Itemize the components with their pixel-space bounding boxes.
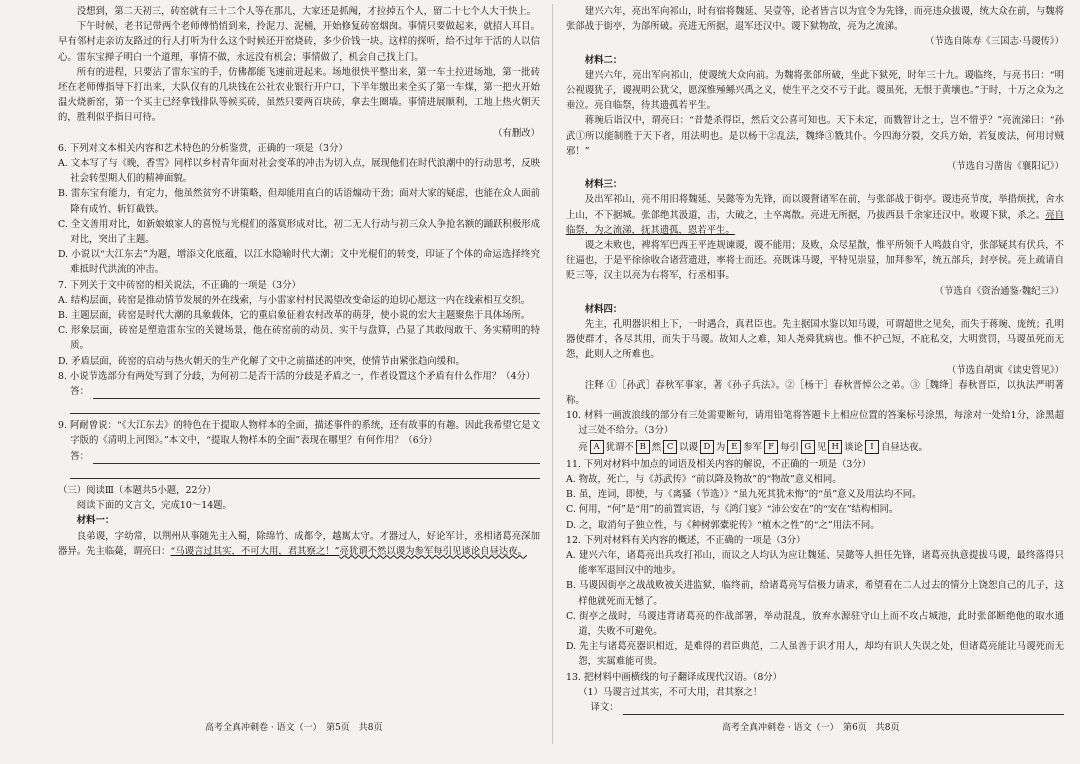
q10-box-i[interactable]: I bbox=[865, 440, 879, 454]
story-source: （有删改） bbox=[493, 127, 540, 139]
q10-box-a[interactable]: A bbox=[590, 440, 604, 454]
q12-option-a: A. 建兴六年，诸葛亮出兵攻打祁山，而议之人均认为应让魏延、吴懿等人担任先锋，诸葛亮执意提拔马谡，最终落得只能率军退回汉中的地步。 bbox=[566, 549, 1064, 577]
material-3-paragraph-2: 谡之未败也，裨将军巴西王平连规谏谡，谡不能用；及败，众尽星散，惟平所领千人鸣鼓自守，张郃疑其有伏兵，不往逼也，于是平徐徐收合诸营遗进，率将士而还。亮既诛马谡，平特见崇显，加拜参军，统五部兵，封亭侯。亮上疏请自贬三等，汉主以亮为右将军，行丞相事。 bbox=[566, 240, 1064, 282]
question-6: 6. 下列对文本相关内容和艺术特色的分析鉴赏，正确的一项是（3分） bbox=[58, 142, 348, 154]
question-11: 11. 下列对材料中加点的词语及相关内容的解说，不正确的一项是（3分） bbox=[566, 458, 872, 470]
section-3-heading: （三）阅读Ⅲ（本题共5小题，22分） bbox=[58, 484, 217, 496]
left-page bbox=[58, 4, 540, 559]
q13-item-1: （1）马谡言过其实，不可大用，君其察之！ bbox=[578, 686, 763, 698]
footer-left: 高考全真冲刺卷 · 语文（一） 第5页 共8页 bbox=[205, 723, 383, 733]
material-1-plain: 良弟谡，字幼常，以荆州从事随先主入蜀，除绵竹、成都令，越嶲太守。才器过人，好论军计，丞相诸葛亮深加器异。先主临薨，谓亮曰： bbox=[58, 530, 540, 557]
question-12: 12. 下列对材料有关内容的概述，不正确的一项是（3分） bbox=[566, 534, 806, 546]
material-4-text: 先主，孔明器识相上下，一时遇合，真君臣也。先主据国水鉴以知马谡，可谓超世之见矣，而失于蒋琬、庞统；孔明器使群才，各尽其用，而失于马谡。故知人之难，知人尧舜犹病也。惟不护己短，不庇私交，大明赏罚，马谡虽死而无怨，此则人之所难也。 bbox=[566, 319, 1064, 361]
q7-option-a: A. 结构层面，砖窑是推动情节发展的外在线索，与小雷家村村民渴望改变命运的迫切心愿这一内在线索相互交织。 bbox=[58, 294, 531, 306]
q10-seg: 自昼 bbox=[880, 441, 900, 453]
q7-option-c: C. 形象层面，砖窑是塑造雷东宝的关键场景，他在砖窑前的动员、实干与盘算，凸显了其敢闯敢干、务实精明的特质。 bbox=[58, 325, 540, 352]
q8-answer-area[interactable] bbox=[70, 384, 540, 399]
question-7: 7. 下列关于文中砖窑的相关说法，不正确的一项是（3分） bbox=[58, 279, 301, 291]
q10-box-d[interactable]: D bbox=[700, 440, 714, 454]
q9-answer-area[interactable] bbox=[70, 449, 540, 464]
q10-box-e[interactable]: E bbox=[727, 440, 741, 454]
material-1-underlined: “马谡言过其实，不可大用，君其察之！” bbox=[170, 545, 340, 557]
question-10: 10. 材料一画波浪线的部分有三处需要断句，请用铅笔将答题卡上相应位置的答案标号涂黑，每涂对一处给1分，涂黑超过三处不给分。（3分） bbox=[566, 410, 1064, 437]
q10-segment-line bbox=[566, 439, 1064, 457]
story-paragraph-3: 所有的进程，只要沾了雷东宝的手，仿佛都能飞速前进起来。场地很快平整出来，第一车土拉进场地，第一批砖坯在老师傅指导下打出来，大队仅有的几块钱在公社农业银行开户口，下半年缴出来全买了第一车煤，第一把火开始温火烧新窑，第一个买主已经拿钱排队等候买砖，虽然只要两百块砖，拿去生圈墙。事情进展顺利，工地上热火朝天的，胜利似乎指日可待。 bbox=[58, 66, 540, 124]
material-2-paragraph-2: 蒋琬后诣汉中，谓亮曰：“昔楚杀得臣，然后文公喜可知也。天下未定，而戮智计之士，岂不惜乎？”亮流涕曰：“孙武①所以能制胜于天下者，用法明也。是以杨干②乱法，魏绛③戮其仆。今四海分裂，交兵方始，若复废法，何用讨贼邪！” bbox=[566, 115, 1064, 157]
notes: 注释 ①［孙武］春秋军事家，著《孙子兵法》。②［杨干］春秋晋悼公之弟。③［魏绛］春秋晋臣，以执法严明著称。 bbox=[566, 379, 1064, 407]
answer-line[interactable] bbox=[93, 387, 540, 399]
q11-option-a: A. 物故，死亡，与《苏武传》“前以降及物故”的“物故”意义相同。 bbox=[566, 473, 842, 485]
q10-seg: 见 bbox=[816, 441, 827, 453]
q10-seg: 然 bbox=[651, 441, 662, 453]
translation-line[interactable] bbox=[623, 703, 1064, 715]
q13-translation-area[interactable] bbox=[590, 700, 1064, 715]
q10-seg: 以谡 bbox=[679, 441, 698, 453]
material-3-underlined: 亮自临祭，为之流涕，抚其遗孤，恩若平生。 bbox=[566, 209, 1064, 236]
question-13: 13. 把材料中画横线的句子翻译成现代汉语。（8分） bbox=[566, 671, 783, 683]
material-2-paragraph-1: 建兴六年，亮出军向祁山，使谡统大众向前。为魏将张郃所破，坐此下狱死，时年三十九。谡临终，与亮书曰：“明公视谡犹子，谡视明公犹父，愿深惟殛鲧兴禹之义，使生平之交不亏于此。谡虽死，无恨于黄壤也。”于时，十万之众为之垂泣。亮自临祭，待其遗孤若平生。 bbox=[566, 69, 1064, 112]
question-8: 8. 小说节选部分有两处写到了分歧，为何初二是否干活的分歧是矛盾之一，作者设置这个矛盾有什么作用？（4分） bbox=[58, 370, 536, 382]
material-4-title: 材料四： bbox=[584, 303, 623, 315]
q11-option-c: C. 何用，“何”是“用”的前置宾语，与《鸿门宴》“沛公安在”的“安在”结构相同。 bbox=[566, 504, 899, 516]
q11-option-d: D. 之，取消句子独立性，与《种树郭橐驼传》“植木之性”的“之”用法不同。 bbox=[566, 519, 880, 531]
q11-option-b: B. 虽，连词，即使，与《离骚（节选）》“虽九死其犹未悔”的“虽”意义及用法均不同。 bbox=[566, 489, 922, 501]
question-9: 9. 阿耐曾说：“《大江东去》的特色在于提取人物样本的全面，描述事件的系统，还有故事的有趣。因此我希望它是文字版的《清明上河图》。”本文中，“提取人物样本的全面”表现在哪里？有何作用？（6分） bbox=[58, 420, 540, 447]
answer-line[interactable] bbox=[70, 399, 540, 414]
material-3-title: 材料三： bbox=[584, 179, 623, 191]
q10-seg: 犹谓不 bbox=[605, 441, 634, 453]
material-1-wavy: 亮犹谓不然以谡为参军每引见谈论自昼达夜。 bbox=[339, 545, 527, 557]
q10-box-h[interactable]: H bbox=[828, 440, 842, 454]
story-paragraph-2: 下午时候，老书记带两个老师傅悄悄到来，拎泥刀、泥桶，开始修复砖窑烟囱。事情只要做起来，就招人耳目。早有邻村走亲访友路过的行人打听为什么这个时候还开窑烧砖，多少价钱一块。这样的探听，给不过年干活的人以信心。雷东宝掸子明白一个道理，事情不做，永远没有机会；事情做了，机会自己找上门。 bbox=[58, 21, 540, 63]
q7-option-d: D. 矛盾层面，砖窑的启动与热火朝天的生产化解了文中之前描述的冲突，使情节由紧张趋向缓和。 bbox=[58, 355, 465, 367]
translation-label: 译文： bbox=[590, 701, 619, 713]
q6-option-b: B. 雷东宝有能力，有定力，他虽然贫穷不讲策略，但却能用直白的话语煽动干劲；面对大家的疑虑，也能在众人面前降有成竹、斩钉截铁。 bbox=[58, 188, 540, 215]
q10-seg: 每引 bbox=[780, 441, 799, 453]
q10-seg: 谈论 bbox=[844, 441, 863, 453]
q12-option-d: D. 先主与诸葛亮器识相近，是难得的君臣典范，二人虽善于识才用人，却均有识人失误之处，但诸葛亮能让马谡死而无怨，实属难能可贵。 bbox=[566, 641, 1064, 668]
answer-label: 答： bbox=[70, 450, 89, 462]
q12-option-b: B. 马谡因街亭之战战败被关进监狱，临终前，给诸葛亮写信极力请求，希望看在二人过去的情分上饶恕自己的儿子，这样他就死而无憾了。 bbox=[566, 580, 1064, 607]
q12-option-c: C. 街亭之战时，马谡违背诸葛亮的作战部署，举动混乱，放弃水源驻守山上而不攻占城池，此时张郃断绝他的取水通道，失败不可避免。 bbox=[566, 610, 1064, 637]
material-2-title: 材料二： bbox=[584, 54, 623, 66]
material-1-text bbox=[58, 529, 540, 559]
section-3-intro: 阅读下面的文言文，完成10～14题。 bbox=[76, 500, 232, 512]
material-4-source: （节选自胡寅《读史管见》） bbox=[946, 364, 1064, 376]
page-divider bbox=[552, 4, 553, 744]
q6-option-c: C. 全文善用对比，如新娘娘家人的喜悦与光棍们的落寞形成对比，初二无人行动与初三众人争抢名额的踊跃积极形成对比，突出了主题。 bbox=[58, 218, 540, 246]
material-2-source: （节选自习凿齿《襄阳记》） bbox=[946, 161, 1064, 173]
q6-option-a: A. 文本写了与《晚，香雪》同样以乡村青年面对社会变革的冲击为切入点，展现他们在时代浪潮中的行动思考，反映社会转型期人们的精神面貌。 bbox=[58, 158, 540, 185]
right-page bbox=[566, 4, 1064, 715]
material-1-continued: 建兴六年，亮出军向祁山，时有宿将魏延、吴壹等，论者皆言以为宜令为先锋，而亮违众拔谡，统大众在前，与魏将张郃战于街亭，为郃所破。亮进无所据，退军还汉中。谡下狱物故，亮为之流涕。 bbox=[566, 6, 1064, 33]
q10-seg: 参军 bbox=[743, 441, 763, 453]
q10-box-c[interactable]: C bbox=[663, 440, 677, 454]
q10-seg: 达夜。 bbox=[899, 441, 928, 453]
q10-box-f[interactable]: F bbox=[764, 440, 778, 454]
answer-line[interactable] bbox=[70, 464, 540, 479]
material-3-source: （节选自《资治通鉴·魏纪三》） bbox=[934, 285, 1064, 297]
q10-box-g[interactable]: G bbox=[801, 440, 815, 454]
material-3-paragraph-1 bbox=[566, 192, 1064, 238]
q7-option-b: B. 主题层面，砖窑是时代大潮的具象载体，它的重启象征着农村改革的萌芽，使小说的宏大主题聚焦于具体场所。 bbox=[58, 310, 531, 322]
answer-line[interactable] bbox=[93, 452, 540, 464]
answer-label: 答： bbox=[70, 386, 89, 398]
material-3-text-a: 及出军祁山，亮不用旧将魏延、吴懿等为先锋，而以谡督诸军在前，与张郃战于街亭。谡违亮节度，举措烦扰，舍水上山，不下据城。张郃绝其汲道，击，大破之，士卒离散。亮进无所据，乃拔西县千余家还汉中。收谡下狱，杀之。 bbox=[566, 194, 1064, 221]
q6-option-d: D. 小说以“大江东去”为题，增添文化底蕴，以江水隐喻时代大潮；文中光棍们的转变，印证了个体的命运选择终究难抵时代洪流的冲击。 bbox=[58, 249, 540, 276]
story-paragraph-1: 没想到，第二天初三，砖窑就有三十二个人等在那儿，大家还是抓阄，才拉掉五个人，留二十七个人大干快上。 bbox=[76, 6, 537, 17]
footer-right: 高考全真冲刺卷 · 语文（一） 第6页 共8页 bbox=[722, 723, 900, 733]
q10-seg: 亮 bbox=[578, 441, 588, 453]
q10-box-b[interactable]: B bbox=[636, 440, 650, 454]
material-1-source: （节选自陈寿《三国志·马谡传》） bbox=[925, 36, 1064, 48]
q10-seg: 为 bbox=[715, 441, 726, 453]
material-1-title: 材料一： bbox=[76, 515, 115, 527]
